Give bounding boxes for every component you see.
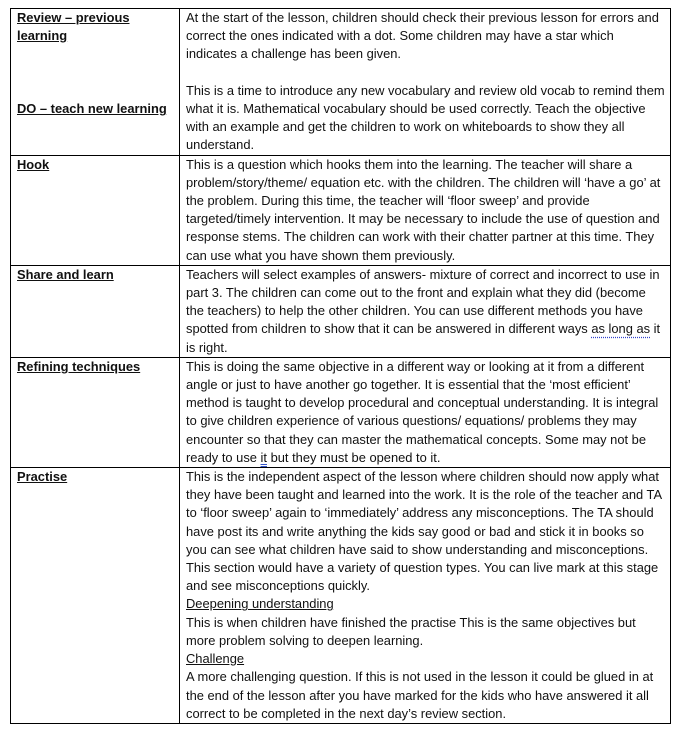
table-row	[11, 265, 671, 357]
table-row	[11, 357, 671, 467]
row-description-cell	[180, 357, 671, 467]
share-and-learn-description: Teachers will select examples of answers- mixture of correct and incorrect to use in part 3. The children can come out to the front and explain what they did (become the teachers) to help the other children. You can use different methods you have spotted from children to show that it can be answered in different ways as long as it is right.	[186, 266, 661, 355]
grammar-flagged-text: it	[260, 449, 267, 465]
row-description-cell	[180, 9, 671, 156]
practise-description: This is the independent aspect of the lesson where children should now apply what they have been taught and learned into the work. It is the role of the teacher and TA to ‘floor sweep’ again to ‘immediately’ address any misconceptions. The TA should have post its and write anything the kids say good or bad and stick it in books so you can see what children have said to show understanding and misconceptions. This section would have a variety of question types. You can live mark at this stage and see misconceptions quickly.	[186, 469, 662, 594]
row-label-hook: Hook	[17, 156, 50, 172]
row-label-refining-techniques: Refining techniques	[17, 358, 141, 374]
row-label-review: Review – previous learning	[17, 10, 130, 44]
row-label-cell	[11, 155, 180, 265]
grammar-flagged-text: as long as	[591, 321, 651, 337]
refining-techniques-description: This is doing the same objective in a different way or looking at it from a different angle or just to have another go together. It is essential that the ‘most efficient’ method is taught to develop procedural and conceptual understanding. It is integral to give children experience of various questions/ equations/ problems they may encounter so that they can master the mathematical concepts. Some may not be ready to use it but they must be opened to it.	[186, 358, 659, 465]
row-label-cell	[11, 468, 180, 724]
deepening-understanding-description: This is when children have finished the practise This is the same objectives but more problem solving to deepen learning.	[186, 614, 636, 648]
do-description: This is a time to introduce any new vocabulary and review old vocab to remind them what it is. Mathematical vocabulary should be used correctly. Teach the objective with an example and get the children to work on whiteboards to show they all understand.	[186, 82, 665, 153]
row-label-share-and-learn: Share and learn	[17, 266, 114, 282]
row-label-practise: Practise	[17, 469, 68, 485]
challenge-description: A more challenging question. If this is not used in the lesson it could be glued in at the end of the lesson after you have marked for the kids who have answered it all correct to be completed in the next day’s review section.	[186, 669, 654, 721]
row-description-cell	[180, 265, 671, 357]
table-row	[11, 468, 671, 724]
row-label-do: DO – teach new learning	[17, 101, 167, 116]
row-label-cell	[11, 265, 180, 357]
row-description-cell	[180, 155, 671, 265]
row-description-cell	[180, 468, 671, 724]
row-label-cell	[11, 357, 180, 467]
review-description: At the start of the lesson, children should check their previous lesson for errors and correct the ones indicated with a dot. Some children may have a star which indicates a challenge has been given.	[186, 10, 659, 62]
lesson-structure-table	[10, 8, 671, 724]
deepening-understanding-heading: Deepening understanding	[186, 596, 334, 612]
table-row	[11, 9, 671, 156]
row-label-cell	[11, 9, 180, 156]
challenge-heading: Challenge	[186, 651, 245, 667]
hook-description: This is a question which hooks them into the learning. The teacher will share a problem/story/theme/ equation etc. with the children. The children will ‘have a go’ at the problem. During this time, the teacher will ‘floor sweep’ and provide targeted/timely intervention. It may be necessary to include the use of question and response stems. The children can work with their chatter partner at this time. They can use what you have shown them previously.	[186, 156, 661, 263]
table-row	[11, 155, 671, 265]
